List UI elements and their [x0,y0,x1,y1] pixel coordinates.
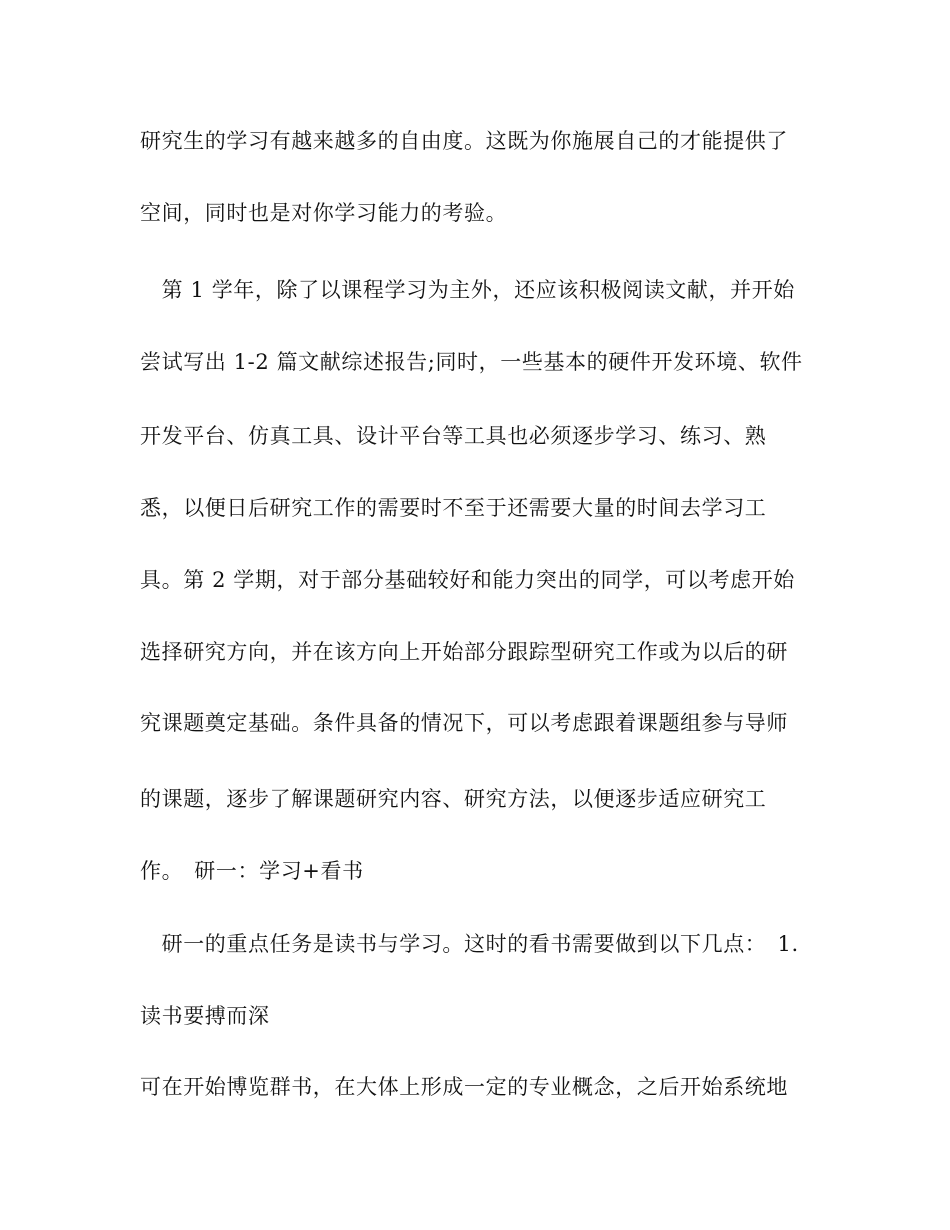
text-line: 具。第 2 学期，对于部分基础较好和能力突出的同学，可以考虑开始 [140,568,795,592]
text-line: 读书要搏而深 [140,1004,270,1028]
text-line: 研一的重点任务是读书与学习。这时的看书需要做到以下几点： 1. [140,932,799,956]
text-line: 开发平台、仿真工具、设计平台等工具也必须逐步学习、练习、熟 [140,424,767,448]
text-line: 的课题，逐步了解课题研究内容、研究方法，以便逐步适应研究工 [140,787,767,811]
text-line: 研究生的学习有越来越多的自由度。这既为你施展自己的才能提供了 [140,129,788,153]
text-line: 悉，以便日后研究工作的需要时不至于还需要大量的时间去学习工 [140,496,767,520]
text-line: 可在开始博览群书，在大体上形成一定的专业概念，之后开始系统地 [140,1075,788,1099]
text-line: 作。 研一：学习+看书 [140,859,364,883]
text-line: 选择研究方向，并在该方向上开始部分跟踪型研究工作或为以后的研 [140,640,788,664]
text-line: 空间，同时也是对你学习能力的考验。 [140,201,508,225]
text-line: 尝试写出 1-2 篇文献综述报告;同时，一些基本的硬件开发环境、软件 [140,350,803,374]
text-line: 究课题奠定基础。条件具备的情况下，可以考虑跟着课题组参与导师 [140,711,788,735]
text-line: 第 1 学年，除了以课程学习为主外，还应该积极阅读文献，并开始 [140,278,795,302]
